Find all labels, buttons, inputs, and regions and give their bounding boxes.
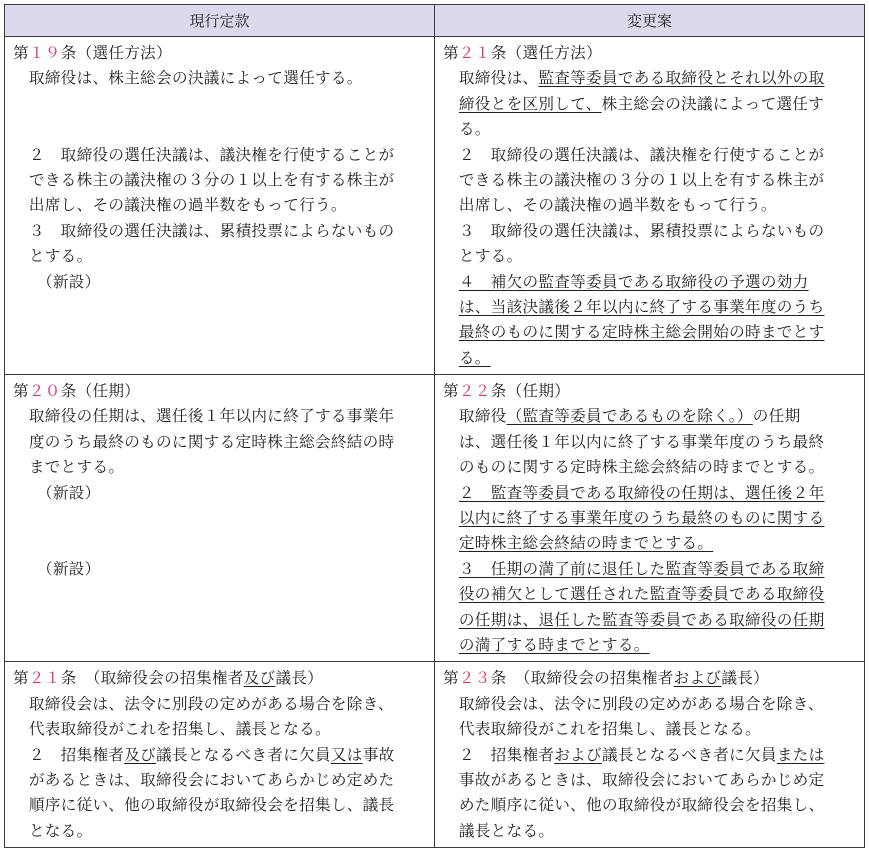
proposed-text-cell — [435, 662, 864, 847]
article-row-appointment — [5, 37, 865, 375]
clause-text: 事故 — [362, 745, 395, 764]
clause-text: 取締役は、株主総会の決議によって選任する。 — [13, 69, 363, 88]
amended-text: 監査等委員である取締役とそれ以外の取 — [538, 69, 825, 88]
clause-line — [443, 320, 858, 345]
clause-line — [443, 168, 858, 193]
clause-text: 株主総会の決議によって選任す — [601, 94, 825, 113]
clause-text — [443, 323, 459, 341]
clause-text: 条（任期） — [490, 382, 571, 401]
clause-line — [13, 819, 428, 844]
clause-text: とする。 — [443, 247, 523, 266]
amended-text: の任期は、退任した監査等委員である取締役の任期 — [458, 610, 825, 629]
comparison-table — [4, 4, 865, 848]
clause-text: 議長となるべき者に欠員 — [156, 745, 331, 764]
clause-line — [13, 168, 428, 193]
clause-text — [443, 611, 459, 629]
proposed-text-cell — [435, 37, 864, 374]
amended-text: 最終のものに関する定時株主総会開始の時までとす — [458, 323, 825, 342]
clause-line — [13, 430, 428, 455]
clause-line — [13, 692, 428, 717]
clause-text: 度のうち最終のものに関する定時株主総会終結の時 — [13, 432, 395, 451]
current-text-cell — [5, 662, 434, 847]
clause-line — [443, 481, 858, 506]
clause-line — [13, 143, 428, 168]
clause-text — [443, 484, 459, 502]
amended-text: ３ 任期の満了前に退任した監査等委員である取締 — [458, 559, 825, 578]
amended-text: および — [554, 745, 602, 764]
clause-line — [13, 717, 428, 742]
clause-text — [443, 349, 459, 367]
header-row — [5, 5, 865, 37]
clause-text: 議長となるべき者に欠員 — [601, 745, 777, 764]
clause-text: 第 — [13, 44, 29, 62]
clause-text: 取締役会は、法令に別段の定めがある場合を除き、 — [443, 694, 824, 713]
amended-text: る。 — [458, 348, 491, 367]
article-number: ２１ — [28, 669, 61, 688]
clause-text — [443, 509, 459, 527]
current-text-cell — [5, 375, 434, 585]
clause-line — [443, 117, 858, 142]
clause-text: は、選任後１年以内に終了する事業年度のうち最終 — [443, 432, 825, 451]
amended-text: 定時株主総会終結の時までとする。 — [458, 534, 714, 553]
clause-line — [443, 346, 858, 371]
clause-line — [443, 692, 858, 717]
clause-line — [443, 244, 858, 269]
clause-line — [13, 219, 428, 244]
clause-text: となる。 — [13, 821, 93, 840]
clause-line — [443, 41, 858, 66]
clause-line — [443, 768, 858, 793]
clause-text: る。 — [443, 120, 491, 139]
clause-text: 第 — [443, 669, 459, 688]
clause-text: ３ 取締役の選任決議は、累積投票によらないもの — [443, 221, 825, 240]
clause-line — [13, 666, 428, 691]
amended-text: 又は — [330, 745, 363, 764]
clause-text — [443, 585, 459, 603]
clause-text — [443, 534, 459, 552]
clause-line — [13, 193, 428, 218]
clause-text: 第 — [443, 382, 459, 401]
article-number: ２０ — [28, 382, 61, 401]
clause-text: 代表取締役がこれを招集し、議長となる。 — [443, 720, 761, 739]
clause-line — [13, 66, 428, 91]
clause-text: 条 （取締役会の招集権者 — [490, 669, 674, 688]
clause-text: 事故があるときは、取締役会においてあらかじめ定 — [443, 770, 825, 789]
article-row-term — [5, 375, 865, 662]
clause-text: できる株主の議決権の３分の１以上を有する株主が — [443, 170, 825, 189]
clause-text: 順序に従い、他の取締役が取締役会を招集し、議長 — [13, 796, 395, 815]
clause-text: 議長） — [275, 669, 324, 688]
article-number: ２２ — [458, 382, 491, 401]
clause-line — [13, 455, 428, 480]
clause-text — [443, 298, 459, 316]
clause-line — [13, 481, 428, 506]
clause-line — [13, 404, 428, 429]
clause-text: ３ 取締役の選任決議は、累積投票によらないもの — [13, 221, 395, 240]
current-text-cell — [5, 37, 434, 298]
clause-text — [443, 95, 459, 113]
amended-text: は、当該決議後２年以内に終了する事業年度のうち — [458, 297, 825, 316]
clause-line — [443, 379, 858, 404]
clause-text: 出席し、その議決権の過半数をもって行う。 — [13, 196, 347, 215]
clause-line — [443, 582, 858, 607]
amended-text: 以内に終了する事業年度のうち最終のものに関する — [458, 509, 825, 528]
clause-line — [443, 743, 858, 768]
amended-text: および — [673, 669, 722, 688]
clause-line — [443, 404, 858, 429]
clause-text: 取締役 — [443, 407, 507, 426]
clause-text: ２ 招集権者 — [13, 745, 125, 764]
clause-text: （新設） — [13, 272, 101, 291]
clause-text: 条（任期） — [60, 382, 141, 401]
amended-text: または — [776, 745, 825, 764]
amended-text: 締役とを区別して、 — [458, 94, 602, 113]
proposed-text-cell — [435, 375, 864, 661]
header-current: 現行定款 — [5, 5, 435, 37]
clause-line — [443, 430, 858, 455]
clause-text: （新設） — [13, 559, 101, 578]
blank-line — [13, 92, 428, 117]
clause-text: 第 — [443, 44, 459, 62]
clause-line — [443, 455, 858, 480]
clause-line — [443, 666, 858, 691]
amended-text: （監査等委員であるものを除く。） — [506, 407, 753, 426]
article-row-board-meeting — [5, 662, 865, 848]
blank-line — [13, 506, 428, 531]
blank-line — [13, 117, 428, 142]
clause-line — [13, 270, 428, 295]
clause-line — [443, 92, 858, 117]
clause-text: ２ 取締役の選任決議は、議決権を行使することが — [13, 145, 395, 164]
clause-line — [443, 506, 858, 531]
clause-text: 議長となる。 — [443, 821, 555, 840]
clause-line — [443, 633, 858, 658]
amended-text: 及び — [124, 745, 157, 764]
clause-line — [13, 768, 428, 793]
amended-text: 及び — [243, 669, 276, 688]
clause-text: 取締役の任期は、選任後１年以内に終了する事業年 — [13, 407, 395, 426]
clause-text: 議長） — [721, 669, 770, 688]
clause-text: までとする。 — [13, 458, 125, 477]
clause-text: の任期 — [752, 407, 801, 426]
clause-text: があるときは、取締役会においてあらかじめ定めた — [13, 770, 395, 789]
clause-line — [13, 557, 428, 582]
clause-line — [13, 244, 428, 269]
clause-text — [443, 273, 459, 291]
clause-line — [443, 608, 858, 633]
blank-line — [13, 531, 428, 556]
clause-text: のものに関する定時株主総会終結の時までとする。 — [443, 458, 825, 477]
amended-text: の満了する時までとする。 — [458, 635, 650, 654]
clause-text: 取締役会は、法令に別段の定めがある場合を除き、 — [13, 694, 394, 713]
clause-text: （新設） — [13, 483, 101, 502]
clause-line — [443, 193, 858, 218]
article-number: １９ — [28, 44, 61, 62]
clause-line — [443, 295, 858, 320]
clause-line — [13, 743, 428, 768]
clause-text: ２ 取締役の選任決議は、議決権を行使することが — [443, 145, 825, 164]
clause-line — [443, 557, 858, 582]
clause-text — [443, 560, 459, 578]
clause-text: 条（選任方法） — [490, 44, 602, 62]
clause-text: ２ 招集権者 — [443, 745, 555, 764]
clause-text: 第 — [13, 669, 29, 688]
clause-line — [443, 717, 858, 742]
clause-line — [443, 219, 858, 244]
clause-line — [443, 531, 858, 556]
clause-line — [13, 379, 428, 404]
header-proposed: 変更案 — [435, 5, 865, 37]
article-number: ２１ — [458, 44, 491, 62]
article-number: ２３ — [458, 669, 491, 688]
clause-text: 第 — [13, 382, 29, 401]
amended-text: ２ 監査等委員である取締役の任期は、選任後２年 — [458, 483, 825, 502]
clause-text: 取締役は、 — [443, 69, 539, 88]
clause-line — [443, 793, 858, 818]
amended-text: 役の補欠として選任された監査等委員である取締役 — [458, 585, 825, 604]
clause-line — [443, 819, 858, 844]
clause-text: 条（選任方法） — [60, 44, 172, 62]
amended-text: ４ 補欠の監査等委員である取締役の予選の効力 — [458, 272, 809, 291]
clause-line — [13, 41, 428, 66]
clause-line — [13, 793, 428, 818]
clause-text — [443, 636, 459, 654]
clause-text: 代表取締役がこれを招集し、議長となる。 — [13, 720, 331, 739]
clause-line — [443, 143, 858, 168]
clause-text: できる株主の議決権の３分の１以上を有する株主が — [13, 170, 395, 189]
clause-text: 出席し、その議決権の過半数をもって行う。 — [443, 196, 777, 215]
clause-line — [443, 270, 858, 295]
clause-text: めた順序に従い、他の取締役が取締役会を招集し、 — [443, 796, 825, 815]
clause-text: 条 （取締役会の招集権者 — [60, 669, 244, 688]
clause-text: とする。 — [13, 247, 93, 266]
clause-line — [443, 66, 858, 91]
